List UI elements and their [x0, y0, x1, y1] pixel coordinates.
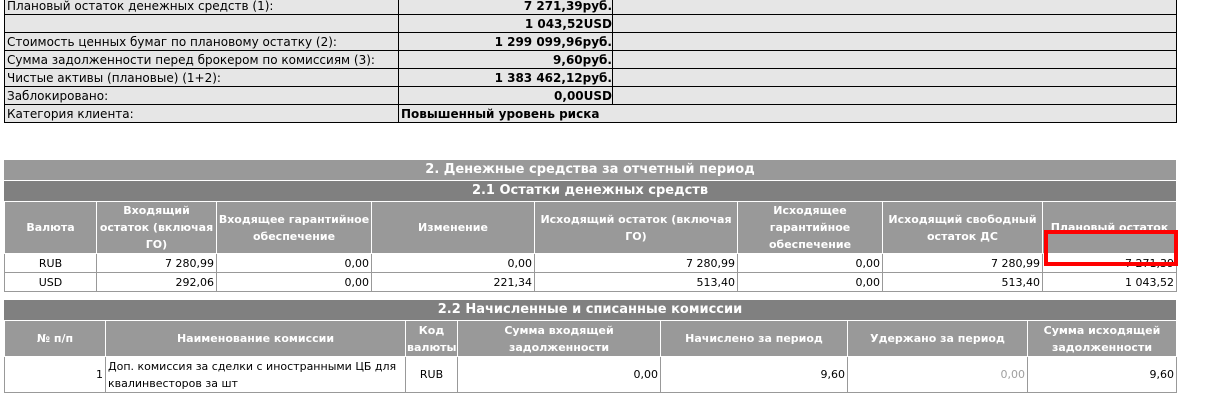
table-cell: 7 280,99 [883, 254, 1043, 273]
table-row [5, 273, 1177, 292]
summary-label: Сумма задолженности перед брокером по комиссиям (3): [5, 51, 399, 69]
table-cell: 7 280,99 [535, 254, 738, 273]
subsection-title: 2.1 Остатки денежных средств [4, 180, 1176, 201]
table-cell: 1 [5, 357, 106, 393]
summary-label [5, 15, 399, 33]
currency-cell: RUB [406, 357, 458, 393]
summary-row [5, 0, 1177, 15]
column-header: Код валюты [406, 321, 458, 357]
commissions-table [4, 320, 1177, 393]
currency-cell: USD [5, 273, 97, 292]
column-header: Исходящий остаток (включая ГО) [535, 202, 738, 254]
table-header-row [5, 321, 1177, 357]
summary-row [5, 33, 1177, 51]
planned-balance-cell: 1 043,52 [1043, 273, 1177, 292]
summary-value: 1 299 099,96руб. [399, 33, 613, 51]
subsection-title: 2.2 Начисленные и списанные комиссии [4, 300, 1176, 320]
table-cell: 0,00 [217, 254, 372, 273]
cash-balances-table [4, 201, 1177, 292]
column-header: № п/п [5, 321, 106, 357]
summary-value: 7 271,39руб. [399, 0, 613, 15]
summary-row [5, 105, 1177, 123]
column-header: Изменение [372, 202, 535, 254]
column-header: Исходящее гарантийное обеспечение [738, 202, 883, 254]
client-category-value: Повышенный уровень риска [399, 105, 1177, 123]
currency-cell: RUB [5, 254, 97, 273]
planned-balance-cell: 7 271,39 [1043, 254, 1177, 273]
commissions-section [4, 300, 1176, 393]
column-header: Валюта [5, 202, 97, 254]
table-cell: 0,00 [848, 357, 1028, 393]
table-cell: 7 280,99 [97, 254, 217, 273]
column-header: Плановый остаток [1043, 202, 1177, 254]
cash-section [4, 160, 1176, 292]
column-header: Наименование комиссии [106, 321, 406, 357]
summary-label: Категория клиента: [5, 105, 399, 123]
summary-row [5, 51, 1177, 69]
summary-label: Заблокировано: [5, 87, 399, 105]
column-header: Начислено за период [661, 321, 848, 357]
column-header: Исходящий свободный остаток ДС [883, 202, 1043, 254]
table-cell: 0,00 [217, 273, 372, 292]
table-cell: 9,60 [661, 357, 848, 393]
column-header: Сумма входящей задолженности [458, 321, 661, 357]
table-cell: 0,00 [738, 273, 883, 292]
summary-label: Чистые активы (плановые) (1+2): [5, 69, 399, 87]
table-cell: 0,00 [738, 254, 883, 273]
summary-value: 1 383 462,12руб. [399, 69, 613, 87]
column-header: Входящее гарантийное обеспечение [217, 202, 372, 254]
column-header: Входящий остаток (включая ГО) [97, 202, 217, 254]
summary-row [5, 69, 1177, 87]
summary-row [5, 87, 1177, 105]
summary-row [5, 15, 1177, 33]
table-cell: 513,40 [883, 273, 1043, 292]
summary-label: Стоимость ценных бумаг по плановому остатку (2): [5, 33, 399, 51]
table-row [5, 357, 1177, 393]
table-cell: 0,00 [458, 357, 661, 393]
table-cell: 9,60 [1028, 357, 1177, 393]
table-cell: 221,34 [372, 273, 535, 292]
summary-label: Плановый остаток денежных средств (1): [5, 0, 399, 15]
summary-value: 0,00USD [399, 87, 613, 105]
summary-value: 9,60руб. [399, 51, 613, 69]
commission-name-cell: Доп. комиссия за сделки с иностранными ЦБ для квалинвесторов за шт [106, 357, 406, 393]
summary-value: 1 043,52USD [399, 15, 613, 33]
table-cell: 0,00 [372, 254, 535, 273]
column-header: Сумма исходящей задолженности [1028, 321, 1177, 357]
table-row [5, 254, 1177, 273]
section-title: 2. Денежные средства за отчетный период [4, 160, 1176, 180]
account-summary-table [4, 0, 1177, 123]
table-header-row [5, 202, 1177, 254]
table-cell: 513,40 [535, 273, 738, 292]
column-header: Удержано за период [848, 321, 1028, 357]
table-cell: 292,06 [97, 273, 217, 292]
